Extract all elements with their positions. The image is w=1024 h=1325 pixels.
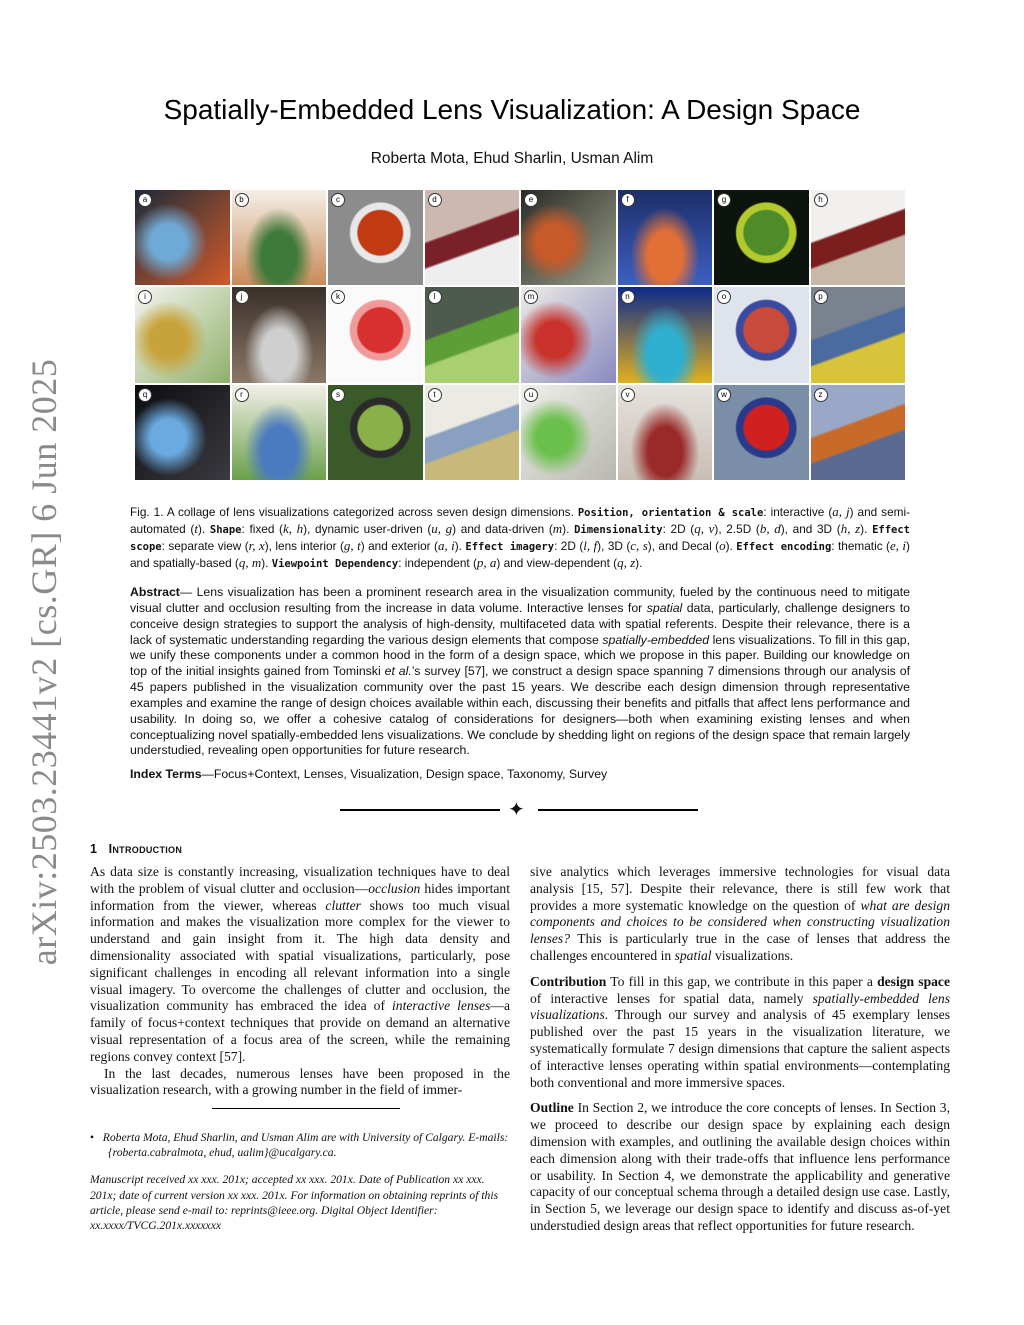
figure-panel-q bbox=[135, 385, 230, 480]
panel-label: v bbox=[621, 388, 635, 402]
panel-label: z bbox=[814, 388, 828, 402]
caption-dimension-name: Shape bbox=[209, 524, 242, 536]
footnote-rule bbox=[212, 1108, 400, 1109]
figure-panel-p bbox=[811, 287, 906, 382]
figure-panel-z bbox=[811, 385, 906, 480]
panel-label: h bbox=[814, 193, 828, 207]
figure-panel-t bbox=[425, 385, 520, 480]
panel-label: u bbox=[524, 388, 538, 402]
body-column-left bbox=[90, 864, 510, 1099]
manuscript-note: Manuscript received xx xxx. 201x; accepted xx xxx. 201x. Date of Publication xx xxx. 201x; date of current version xx xxx. 201x. For information on obtaining reprints of this article, please send e-mail to: reprints@ieee.org. Digital Object Identifier: xx.xxxx/TVCG.201x.xxxxxxx bbox=[90, 1173, 499, 1233]
caption-dimension-name: Effect imagery bbox=[465, 541, 555, 553]
panel-label: w bbox=[717, 388, 731, 402]
paper-title: Spatially-Embedded Lens Visualization: A Design Space bbox=[163, 94, 861, 125]
index-terms-label: Index Terms bbox=[130, 767, 202, 781]
panel-label: t bbox=[428, 388, 442, 402]
caption-dimension-name: Effect scope bbox=[130, 524, 910, 553]
figure-panel-s bbox=[328, 385, 423, 480]
abstract-label: Abstract bbox=[130, 585, 180, 599]
panel-label: c bbox=[331, 193, 345, 207]
panel-label: a bbox=[138, 193, 152, 207]
figure-panel-m bbox=[521, 287, 616, 382]
panel-label: d bbox=[428, 193, 442, 207]
author-list: Roberta Mota, Ehud Sharlin, Usman Alim bbox=[370, 150, 654, 167]
figure-panel-o bbox=[714, 287, 809, 382]
panel-label: o bbox=[717, 290, 731, 304]
figure-caption: Fig. 1. A collage of lens visualizations categorized across seven design dimensions. Position, orientation & scale: interactive (a, j) and semi-automated (t). Shape: fixed (k, h), dynamic user-driven (u, g) and data-driven (m). Dimensionality: 2D (q, v), 2.5D (b, d), and 3D (h, z). Effect scope: separate view (r, x), lens interior (g, t) and exterior (a, i). Effect imagery: 2D (l, f), 3D (c, s), and Decal (o). Effect encoding: thematic (e, i) and spatially-based (q, m). Viewpoint Dependency: independent (p, a) and view-dependent (q, z). bbox=[130, 504, 911, 570]
figure-panel-k bbox=[328, 287, 423, 382]
intro-paragraph-3: sive analytics which leverages immersive technologies for visual data analysis [15, 57]. Despite their relevance, there is still few work that provides a more systematic knowledge on the question of what are design components and choices to be considered when constructing visualization lenses? This is particularly true in the case of lenses that address the challenges encountered in spatial visualizations. bbox=[530, 864, 951, 963]
contribution-paragraph: Contribution To fill in this gap, we contribute in this paper a design space of interactive lenses for spatial data, namely spatially-embedded lens visualizations. Through our survey and analysis of 45 exemplary lenses published over the past 15 years in the visualization literature, we systematically formulate 7 design dimensions that capture the salient aspects of interactive lenses operating within spatial environments—contemplating both conventional and more immersive spaces. bbox=[530, 973, 950, 1090]
caption-dimension-name: Dimensionality bbox=[574, 524, 663, 536]
panel-label: b bbox=[235, 193, 249, 207]
panel-label: r bbox=[235, 388, 249, 402]
panel-label: f bbox=[621, 193, 635, 207]
intro-paragraph-1: As data size is constantly increasing, visualization techniques have to deal with the problem of visual clutter and occlusion—occlusion hides important information from the viewer, whereas clutter shows too much visual information and makes the visualization more complex for the viewer to understand and gain insight from it. The high data density and dimensionality associated with spatial visualizations, particularly, pose significant challenges in encoding all relevant information into a single visual imagery. To overcome the challenges of clutter and occlusion, the visualization community has embraced the idea of interactive lenses—a family of focus+context techniques that provide on demand an alternative visual representation of a focus area of the screen, while the remaining regions convey context [57]. bbox=[90, 864, 510, 1064]
section-heading: 1 Introduction bbox=[90, 842, 183, 856]
panel-label: l bbox=[428, 290, 442, 304]
caption-dimension-name: Viewpoint Dependency bbox=[271, 558, 399, 570]
divider-star-icon: ✦ bbox=[508, 797, 525, 821]
figure-panel-c bbox=[328, 190, 423, 285]
panel-label: p bbox=[814, 290, 828, 304]
figure-panel-g bbox=[714, 190, 809, 285]
figure-panel-w bbox=[714, 385, 809, 480]
panel-label: g bbox=[717, 193, 731, 207]
figure-panel-b bbox=[232, 190, 327, 285]
figure-panel-j bbox=[232, 287, 327, 382]
abstract: Abstract— Lens visualization has been a prominent research area in the visualization community, fueled by the continuous need to mitigate visual clutter and occlusion resulting from the increase in data volume. Interactive lenses for spatial data, particularly, challenge designers to conceive design strategies to support the analysis of high-density, multifaceted data with spatial referents. Despite their relevance, there is a lack of systematic understanding regarding the various design elements that compose spatially-embedded lens visualizations. To fill in this gap, we unify these components under a common hood in the form of a design space, which we propose in this paper. Building our knowledge on top of the initial insights gained from Tominski et al.’s survey [57], we construct a design space spanning 7 dimensions through our analysis of 45 papers published in the visualization community over the past 15 years. We describe each design dimension through representative examples and examine the range of design choices available within each, discussing their benefits and pitfalls that affect lens performance and usability. In doing so, we offer a cohesive catalog of considerations for designers—both when examining existing lenses and when conceptualizing novel spatially-embedded lens visualizations. We conclude by shedding light on regions of the design space that remain largely understudied, revealing open opportunities for future research. bbox=[130, 585, 910, 758]
panel-label: e bbox=[524, 193, 538, 207]
footnote bbox=[90, 1130, 510, 1233]
panel-label: q bbox=[138, 388, 152, 402]
figure-panel-u bbox=[521, 385, 616, 480]
affiliation-note: • Roberta Mota, Ehud Sharlin, and Usman Alim are with University of Calgary. E-mails: {roberta.cabralmota, ehud, ualim}@ucalgary.ca. bbox=[90, 1131, 509, 1160]
caption-dimension-name: Effect encoding bbox=[736, 541, 832, 553]
panel-label: k bbox=[331, 290, 345, 304]
figure-panel-e bbox=[521, 190, 616, 285]
index-terms: Index Terms—Focus+Context, Lenses, Visualization, Design space, Taxonomy, Survey bbox=[130, 767, 608, 781]
figure-panel-l bbox=[425, 287, 520, 382]
figure-panel-h bbox=[811, 190, 906, 285]
panel-label: s bbox=[331, 388, 345, 402]
caption-dimension-name: Position, orientation & scale bbox=[577, 507, 764, 519]
arxiv-identifier: arXiv:2503.23441v2 [cs.GR] 6 Jun 2025 bbox=[24, 358, 64, 966]
figure-collage bbox=[135, 190, 905, 480]
figure-panel-r bbox=[232, 385, 327, 480]
figure-panel-n bbox=[618, 287, 713, 382]
panel-label: j bbox=[235, 290, 249, 304]
figure-panel-i bbox=[135, 287, 230, 382]
body-column-right bbox=[530, 864, 950, 1235]
panel-label: i bbox=[138, 290, 152, 304]
figure-panel-a bbox=[135, 190, 230, 285]
intro-paragraph-2: In the last decades, numerous lenses have been proposed in the visualization research, with a growing number in the field of immer- bbox=[90, 1065, 510, 1098]
outline-paragraph: Outline In Section 2, we introduce the core concepts of lenses. In Section 3, we proceed to describe our design space by explaining each design dimension with examples, and outlining the available design choices within each dimension along with their trade-offs that influence lens performance or usability. In Section 4, we demonstrate the applicability and generative capacity of our conceptual schema through a detailed design use case. Lastly, in Section 5, we leverage our design space to identify and discuss as-of-yet understudied design areas that reflect opportunities for future research. bbox=[530, 1100, 950, 1233]
figure-panel-v bbox=[618, 385, 713, 480]
figure-panel-d bbox=[425, 190, 520, 285]
section-divider bbox=[340, 797, 698, 821]
figure-panel-f bbox=[618, 190, 713, 285]
panel-label: m bbox=[524, 290, 538, 304]
panel-label: n bbox=[621, 290, 635, 304]
